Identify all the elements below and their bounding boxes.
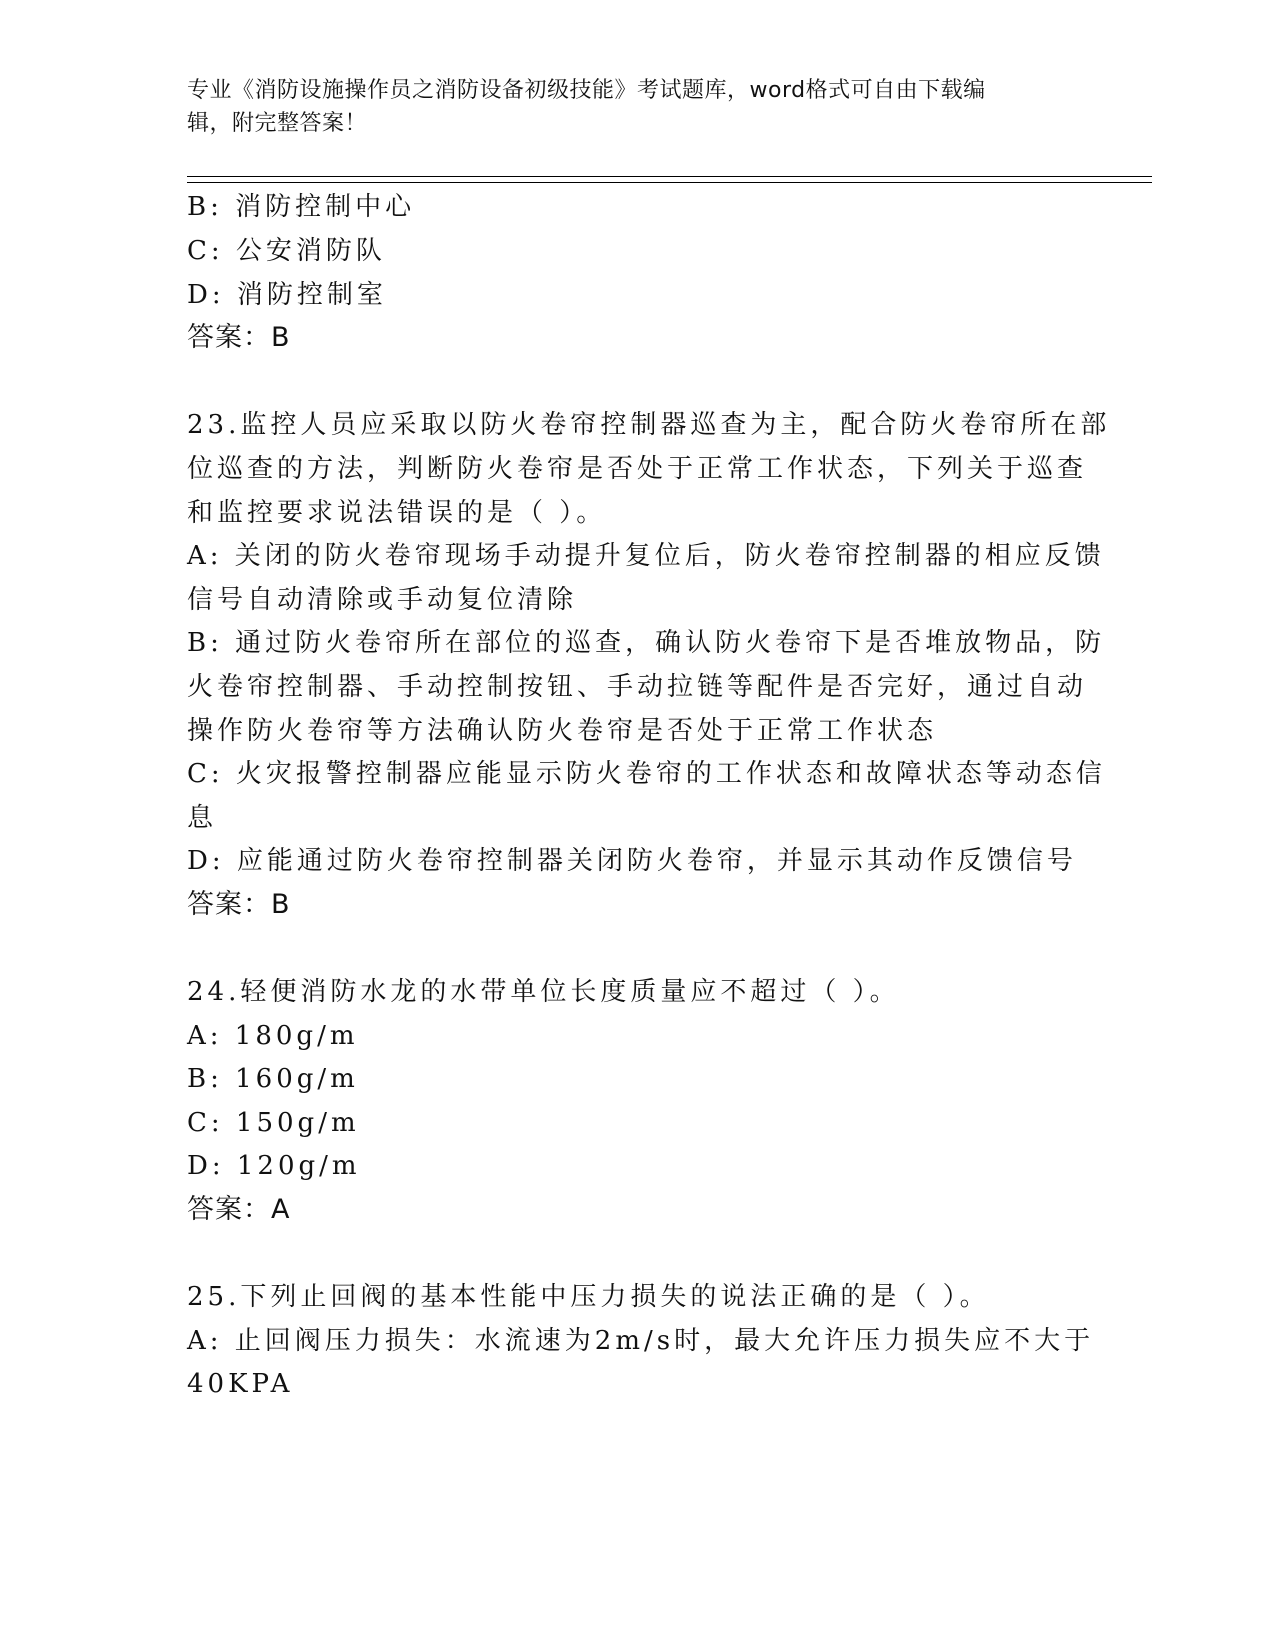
q23-stem-line-2: 位巡查的方法，判断防火卷帘是否处于正常工作状态，下列关于巡查 — [187, 454, 1088, 484]
header-rule-top — [187, 176, 1152, 177]
q25-option-a-line-1: A: 止回阀压力损失：水流速为2m/s时，最大允许压力损失应不大于 — [187, 1326, 1095, 1356]
q23-stem-line-3: 和监控要求说法错误的是（ ）。 — [187, 498, 607, 528]
q24-option-c: C: 150g/m — [187, 1108, 360, 1138]
q23-option-c-line-2: 息 — [187, 803, 218, 833]
prev-option-c: C: 公安消防队 — [187, 236, 386, 266]
q24-stem: 24.轻便消防水龙的水带单位长度质量应不超过（ ）。 — [187, 977, 900, 1007]
q25-option-a-line-2: 40KPA — [187, 1369, 294, 1399]
header-line-1: 专业《消防设施操作员之消防设备初级技能》考试题库，word格式可自由下载编 — [187, 78, 986, 103]
document-header — [187, 74, 1087, 140]
q25-stem: 25.下列止回阀的基本性能中压力损失的说法正确的是（ ）。 — [187, 1282, 990, 1312]
q23-option-a-line-1: A: 关闭的防火卷帘现场手动提升复位后，防火卷帘控制器的相应反馈 — [187, 541, 1105, 571]
q23-option-c-line-1: C: 火灾报警控制器应能显示防火卷帘的工作状态和故障状态等动态信 — [187, 759, 1106, 789]
q23-option-b-line-2: 火卷帘控制器、手动控制按钮、手动拉链等配件是否完好，通过自动 — [187, 672, 1088, 702]
prev-option-b: B: 消防控制中心 — [187, 192, 416, 222]
q23-answer: 答案：B — [187, 889, 291, 920]
header-line-2: 辑，附完整答案！ — [187, 111, 368, 136]
header-rule-bottom — [187, 182, 1152, 183]
q23-option-a-line-2: 信号自动清除或手动复位清除 — [187, 585, 578, 615]
prev-answer: 答案：B — [187, 322, 291, 353]
q24-answer: 答案：A — [187, 1194, 291, 1225]
q24-option-b: B: 160g/m — [187, 1064, 359, 1094]
q23-stem-line-1: 23.监控人员应采取以防火卷帘控制器巡查为主，配合防火卷帘所在部 — [187, 410, 1111, 440]
q23-option-b-line-3: 操作防火卷帘等方法确认防火卷帘是否处于正常工作状态 — [187, 716, 938, 746]
q23-option-b-line-1: B: 通过防火卷帘所在部位的巡查，确认防火卷帘下是否堆放物品，防 — [187, 628, 1106, 658]
q23-option-d: D: 应能通过防火卷帘控制器关闭防火卷帘，并显示其动作反馈信号 — [187, 846, 1077, 876]
q24-option-d: D: 120g/m — [187, 1151, 361, 1181]
q24-option-a: A: 180g/m — [187, 1021, 359, 1051]
prev-option-d: D: 消防控制室 — [187, 280, 387, 310]
